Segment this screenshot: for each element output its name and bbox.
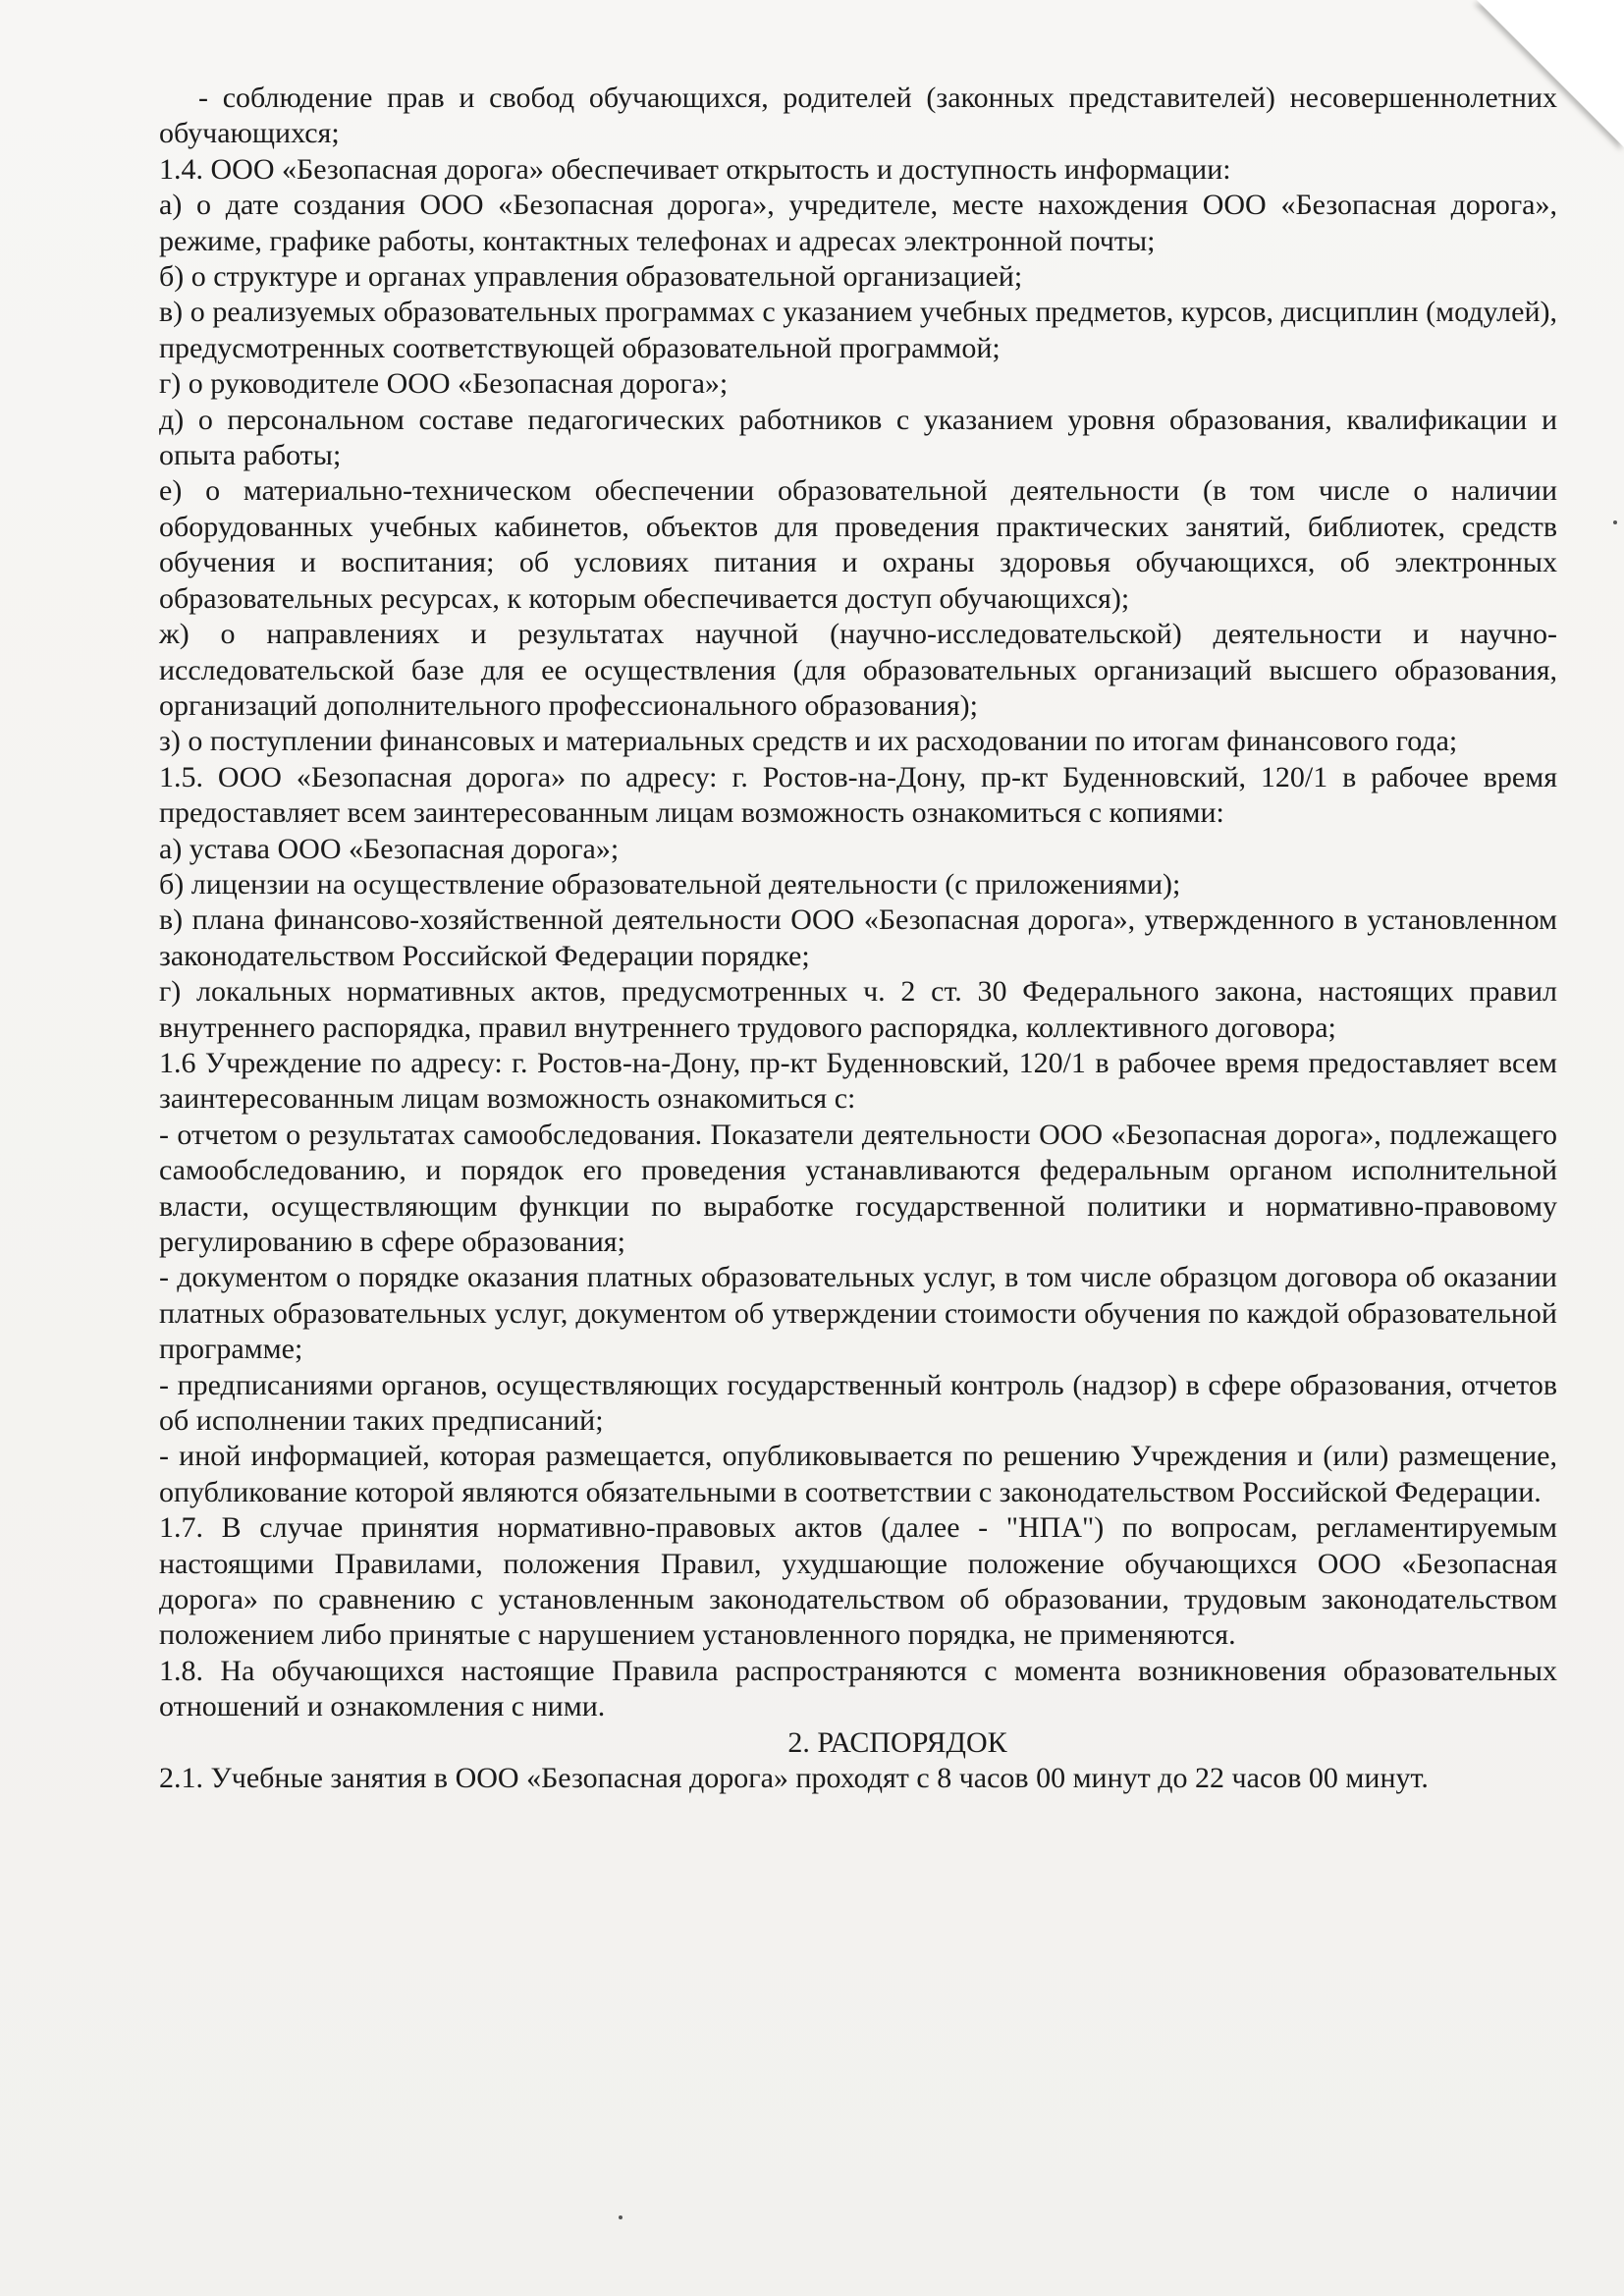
scan-speck [619, 2215, 623, 2219]
scan-speck [1613, 520, 1617, 524]
paragraph-1-4: 1.4. ООО «Безопасная дорога» обеспечивает открытость и доступность информации: [159, 152, 1231, 186]
paragraph-1-8: 1.8. На обучающихся настоящие Правила распространяются с момента возникновения образовательных отношений и ознакомления с ними. [159, 1654, 1557, 1723]
paragraph-2-1: 2.1. Учебные занятия в ООО «Безопасная дорога» проходят с 8 часов 00 минут до 22 часов 00 минут. [159, 1762, 1429, 1795]
paragraph-1-6: 1.6 Учреждение по адресу: г. Ростов-на-Дону, пр-кт Буденновский, 120/1 в рабочее время предоставляет всем заинтересованным лицам возможность ознакомиться с: [159, 1046, 1557, 1116]
paragraph-1-7: 1.7. В случае принятия нормативно-правовых актов (далее - "НПА") по вопросам, регламентируемым настоящими Правилами, положения Правил, ухудшающие положение обучающихся ООО «Безопасная дорога» по сравнению с установленным законодательством об образовании, трудовым законодательством положением либо принятые с нарушением установленного порядка, не применяются. [159, 1511, 1557, 1652]
paragraph-1-4-a: а) о дате создания ООО «Безопасная дорога», учредителе, месте нахождения ООО «Безопасная дорога», режиме, графике работы, контактных телефонах и адресах электронной почты; [159, 189, 1557, 257]
paragraph-1-5-g: г) локальных нормативных актов, предусмотренных ч. 2 ст. 30 Федерального закона, настоящих правил внутреннего распорядка, правил внутреннего трудового распорядка, коллективного договора; [159, 975, 1557, 1044]
paragraph-1-4-d: д) о персональном составе педагогических работников с указанием уровня образования, квалификации и опыта работы; [159, 403, 1557, 472]
paragraph-1-5-v: в) плана финансово-хозяйственной деятельности ООО «Безопасная дорога», утвержденного в установленном законодательством Российской Федерации порядке; [159, 903, 1557, 972]
document-body [159, 81, 1557, 1797]
paragraph-1-6-orders: - предписаниями органов, осуществляющих государственный контроль (надзор) в сфере образования, отчетов об исполнении таких предписаний; [159, 1368, 1557, 1438]
paragraph-rights: - соблюдение прав и свобод обучающихся, родителей (законных представителей) несовершеннолетних обучающихся; [159, 82, 1557, 150]
paragraph-1-4-g: г) о руководителе ООО «Безопасная дорога»; [159, 367, 729, 401]
paragraph-1-5: 1.5. ООО «Безопасная дорога» по адресу: г. Ростов-на-Дону, пр-кт Буденновский, 120/1 в рабочее время предоставляет всем заинтересованным лицам возможность ознакомиться с копиями: [159, 760, 1557, 830]
paragraph-1-4-zh: ж) о направлениях и результатах научной (научно-исследовательской) деятельности и научно-исследовательской базе для ее осуществления (для образовательных организаций высшего образования, организаций дополнительного профессионального образования); [159, 618, 1557, 722]
paragraph-1-5-b: б) лицензии на осуществление образовательной деятельности (с приложениями); [159, 867, 1181, 901]
paragraph-1-4-v: в) о реализуемых образовательных программах с указанием учебных предметов, курсов, дисциплин (модулей), предусмотренных соответствующей образовательной программой; [159, 296, 1557, 364]
paragraph-1-6-paid-services: - документом о порядке оказания платных образовательных услуг, в том числе образцом договора об оказании платных образовательных услуг, документом об утверждении стоимости обучения по каждой образовательной программе; [159, 1261, 1557, 1366]
paragraph-1-4-z: з) о поступлении финансовых и материальных средств и их расходовании по итогам финансового года; [159, 725, 1458, 758]
paragraph-1-6-other-info: - иной информацией, которая размещается, опубликовывается по решению Учреждения и (или) размещение, опубликование которой являются обязательными в соответствии с законодательством Российской Федерации. [159, 1440, 1557, 1508]
paragraph-1-6-report: - отчетом о результатах самообследования. Показатели деятельности ООО «Безопасная дорога», подлежащего самообследованию, и порядок его проведения устанавливаются федеральным органом исполнительной власти, осуществляющим функции по выработке государственной политики и нормативно-правовому регулированию в сфере образования; [159, 1118, 1557, 1258]
paragraph-1-4-b: б) о структуре и органах управления образовательной организацией; [159, 260, 1023, 294]
paragraph-1-4-e: е) о материально-техническом обеспечении образовательной деятельности (в том числе о наличии оборудованных учебных кабинетов, объектов для проведения практических занятий, библиотек, средств обучения и воспитания; об условиях питания и охраны здоровья обучающихся, об электронных образовательных ресурсах, к которым обеспечивается доступ обучающихся); [159, 474, 1557, 615]
paragraph-1-5-a: а) устава ООО «Безопасная дорога»; [159, 832, 620, 865]
section-heading-2: 2. РАСПОРЯДОК [787, 1725, 1007, 1759]
